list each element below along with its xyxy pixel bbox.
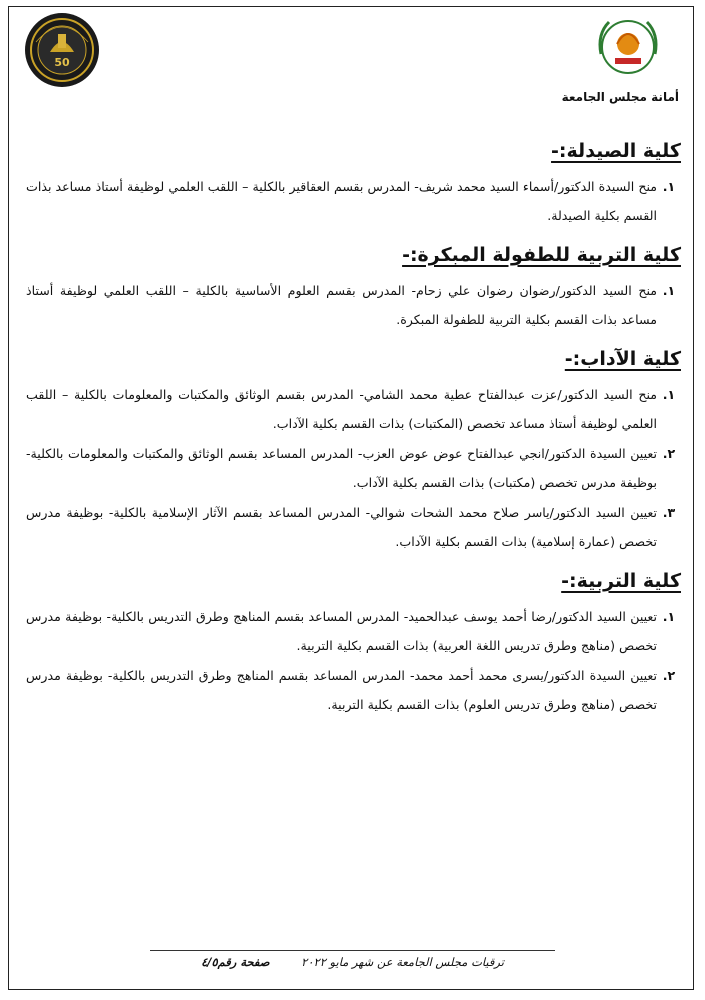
list-item (26, 380, 681, 438)
item-text: منح السيدة الدكتور/أسماء السيد محمد شريف- المدرس بقسم العقاقير بالكلية – اللقب العلمي لوظيفة أستاذ مساعد بذات القسم بكلية الصيدلة. (26, 179, 657, 223)
document-footer (0, 955, 705, 969)
university-seal-logo (593, 12, 663, 82)
item-number: ٣. (662, 505, 676, 520)
item-list (26, 172, 681, 230)
item-number: ١. (662, 387, 676, 402)
item-text: تعيين السيدة الدكتور/يسرى محمد أحمد محمد- المدرس المساعد بقسم المناهج وطرق التدريس بالكلية- بوظيفة مدرس تخصص (مناهج وطرق تدريس العلوم) بذات القسم بكلية التربية. (26, 668, 657, 712)
document-header (0, 0, 705, 110)
council-title: أمانة مجلس الجامعة (561, 90, 679, 104)
anniversary-seal-logo (24, 12, 100, 88)
section-education (26, 570, 681, 719)
list-item (26, 661, 681, 719)
page-number: صفحة رقم٤/٥ (201, 955, 270, 969)
item-text: منح السيد الدكتور/عزت عبدالفتاح عطية محمد الشامي- المدرس بقسم الوثائق والمكتبات والمعلومات بالكلية – اللقب العلمي لوظيفة أستاذ مساعد تخصص (المكتبات) بذات القسم بكلية الآداب. (26, 387, 657, 431)
item-text: تعيين السيد الدكتور/رضا أحمد يوسف عبدالحميد- المدرس المساعد بقسم المناهج وطرق التدريس بالكلية- بوظيفة مدرس تخصص (مناهج وطرق تدريس اللغة العربية) بذات القسم بكلية التربية. (26, 609, 657, 653)
section-title: كلية الآداب:- (564, 348, 681, 370)
list-item (26, 498, 681, 556)
item-list (26, 276, 681, 334)
section-arts (26, 348, 681, 556)
section-pharmacy (26, 140, 681, 230)
section-title: كلية التربية للطفولة المبكرة:- (402, 244, 681, 266)
svg-text:50: 50 (54, 56, 70, 69)
list-item (26, 602, 681, 660)
section-early-childhood (26, 244, 681, 334)
list-item (26, 276, 681, 334)
item-number: ١. (662, 283, 676, 298)
section-title: كلية التربية:- (561, 570, 681, 592)
item-list (26, 380, 681, 556)
list-item (26, 439, 681, 497)
footer-divider (150, 950, 555, 951)
item-number: ١. (662, 179, 676, 194)
item-text: تعيين السيدة الدكتور/انجي عبدالفتاح عوض عوض العزب- المدرس المساعد بقسم الوثائق والمكتبات والمعلومات بالكلية- بوظيفة مدرس تخصص (مكتبات) بذات القسم بكلية الآداب. (26, 446, 657, 490)
section-title: كلية الصيدلة:- (551, 140, 681, 162)
list-item (26, 172, 681, 230)
item-text: منح السيد الدكتور/رضوان رضوان علي زحام- المدرس بقسم العلوم الأساسية بالكلية – اللقب العلمي لوظيفة أستاذ مساعد بذات القسم بكلية التربية للطفولة المبكرة. (26, 283, 657, 327)
item-list (26, 602, 681, 719)
item-number: ٢. (662, 668, 676, 683)
item-text: تعيين السيد الدكتور/ياسر صلاح محمد الشحات شوالي- المدرس المساعد بقسم الآثار الإسلامية بالكلية- بوظيفة مدرس تخصص (عمارة إسلامية) بذات القسم بكلية الآداب. (26, 505, 657, 549)
item-number: ٢. (662, 446, 676, 461)
document-body (26, 140, 681, 733)
footer-title: ترقيات مجلس الجامعة عن شهر مايو ٢٠٢٢ (301, 955, 504, 969)
item-number: ١. (662, 609, 676, 624)
